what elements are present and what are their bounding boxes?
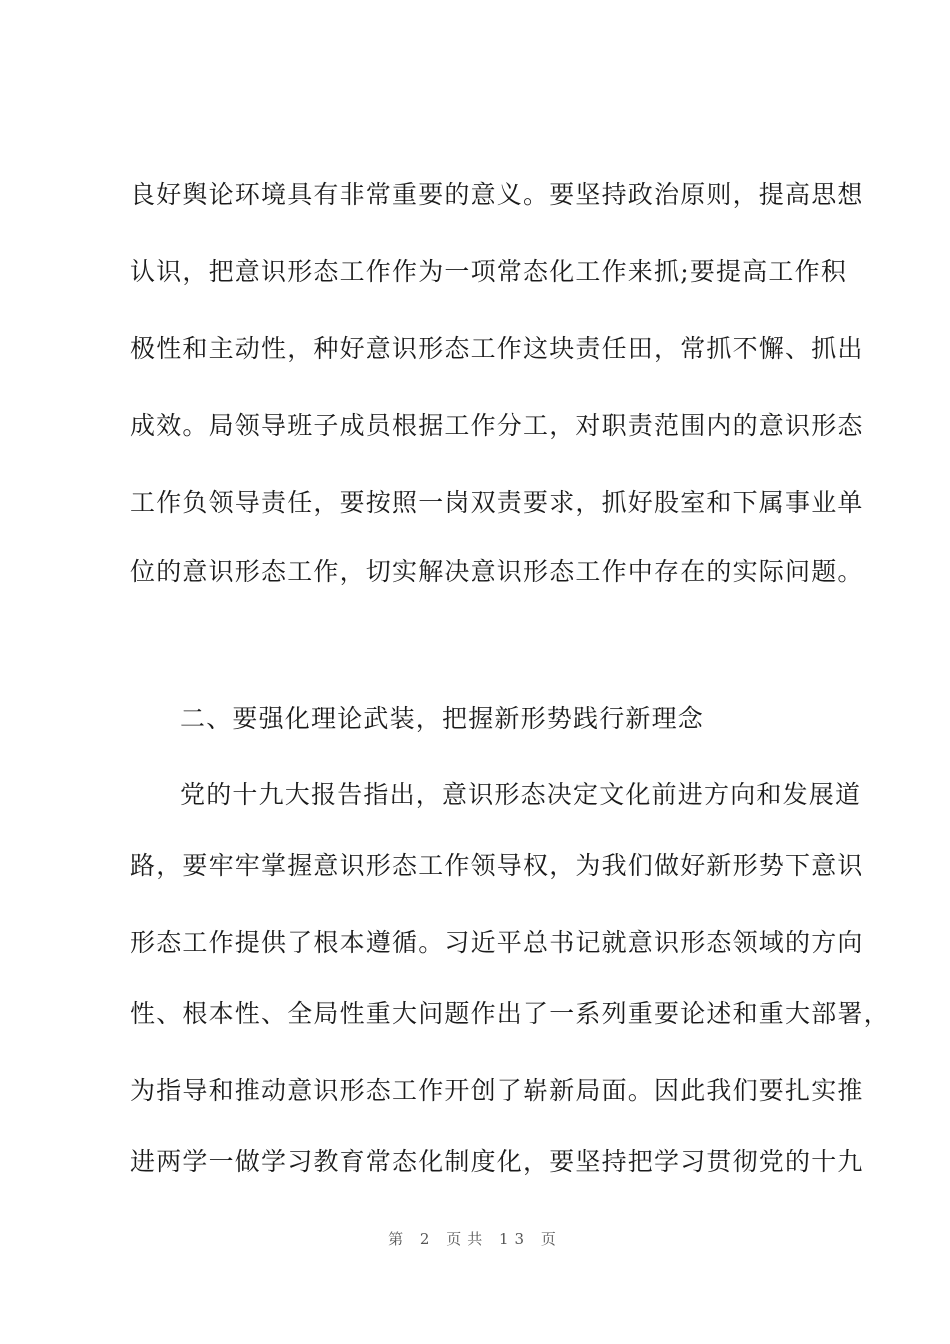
body-line: 工作负领导责任，要按照一岗双责要求，抓好股室和下属事业单: [130, 488, 864, 517]
body-line: 良好舆论环境具有非常重要的意义。要坚持政治原则，提高思想: [130, 180, 864, 209]
body-line: 认识，把意识形态工作作为一项常态化工作来抓;要提高工作积: [130, 257, 848, 286]
body-line: 成效。局领导班子成员根据工作分工，对职责范围内的意识形态: [130, 411, 864, 440]
body-line: 位的意识形态工作，切实解决意识形态工作中存在的实际问题。: [130, 557, 864, 586]
body-line: 为指导和推动意识形态工作开创了崭新局面。因此我们要扎实推: [130, 1076, 864, 1105]
body-line: 性、根本性、全局性重大问题作出了一系列重要论述和重大部署，: [130, 999, 890, 1028]
body-line: 进两学一做学习教育常态化制度化，要坚持把学习贯彻党的十九: [130, 1147, 864, 1176]
page-number-footer: 第 2 页共 13 页: [388, 1230, 562, 1248]
body-line: 极性和主动性，种好意识形态工作这块责任田，常抓不懈、抓出: [130, 334, 864, 363]
paragraph-first-line: 党的十九大报告指出，意识形态决定文化前进方向和发展道: [180, 780, 862, 809]
section-heading: 二、要强化理论武装，把握新形势践行新理念: [180, 704, 705, 733]
body-line: 形态工作提供了根本遵循。习近平总书记就意识形态领域的方向: [130, 928, 864, 957]
body-line: 路，要牢牢掌握意识形态工作领导权，为我们做好新形势下意识: [130, 851, 864, 880]
